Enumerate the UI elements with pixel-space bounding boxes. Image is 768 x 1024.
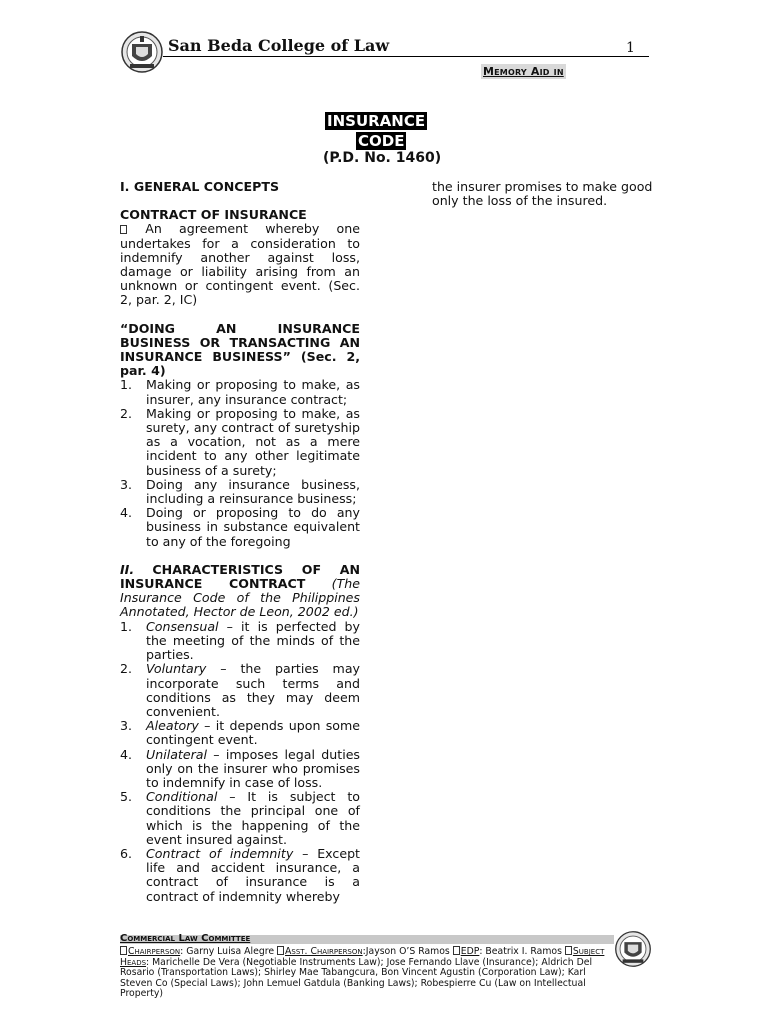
title-line-1: INSURANCE xyxy=(327,112,426,130)
list-item: 2. Voluntary – the parties may incorporate such terms and conditions as they may deem convenient. xyxy=(120,661,360,719)
title-subtitle: (P.D. No. 1460) xyxy=(323,150,442,166)
footer-committee: Commercial Law Committee xyxy=(120,933,251,944)
list-item: 4. Unilateral – imposes legal duties only on the insurer who promises to indemnify in case of loss. xyxy=(120,746,360,790)
list-item: 2. Making or proposing to make, as surety, any contract of suretyship as a vocation, not as a mere incident to any other legitimate business of a surety; xyxy=(120,405,360,478)
footer-seal-icon xyxy=(614,930,652,968)
memory-aid-label: Memory Aid in xyxy=(483,65,564,78)
list-item: 4. Doing or proposing to do any business in substance equivalent to any of the foregoing xyxy=(120,505,360,549)
list-item: 5. Conditional – It is subject to conditions the principal one of which is the happening of the event insured against. xyxy=(120,789,360,847)
bullet-glyph-icon xyxy=(120,225,127,234)
bullet-glyph-icon xyxy=(565,946,572,955)
list-item: 6. Contract of indemnity – Except life and accident insurance, a contract of insurance is a contract of indemnity whereby xyxy=(120,845,360,904)
section-heading-characteristics: II. CHARACTERISTICS OF AN INSURANCE CONTRACT (The Insurance Code of the Philippines Annotated, Hector de Leon, 2002 ed.) xyxy=(120,561,360,620)
list-item: 1. Consensual – it is perfected by the meeting of the minds of the parties. xyxy=(120,618,360,663)
doing-business-list xyxy=(120,378,360,548)
footer-credits: Chairperson: Garny Luisa Alegre Asst. Chairperson:Jayson O’S Ramos EDP: Beatrix I. Ramos Subject Heads: Marichelle De Vera (Negotiable Instruments Law); Jose Fernando Llave (Insurance); Aldrich Del Rosario (Transportation Laws); Shirley Mae Tabangcura, Bon Vincent Agustin (Corporation Law); Karl Steven Co (Special Laws); John Lemuel Gatdula (Banking Laws); Robespierre Cu (Law on Intellectual Property) xyxy=(120,946,605,1000)
left-column xyxy=(120,180,360,904)
contract-definition: An agreement whereby one undertakes for a consideration to indemnify another against loss, damage or liability arising from an unknown or contingent event. (Sec. 2, par. 2, IC) xyxy=(120,221,360,308)
college-name: San Beda College of Law xyxy=(168,36,390,55)
doing-business-heading: “DOING AN INSURANCE BUSINESS OR TRANSACTING AN INSURANCE BUSINESS” (Sec. 2, par. 4) xyxy=(120,320,360,379)
list-item: 1. Making or proposing to make, as insurer, any insurance contract; xyxy=(120,377,360,407)
bullet-glyph-icon xyxy=(277,946,284,955)
title-line-2: CODE xyxy=(358,132,405,150)
list-item: 3. Doing any insurance business, including a reinsurance business; xyxy=(120,476,360,507)
list-item: 3. Aleatory – it depends upon some contingent event. xyxy=(120,718,360,748)
bullet-glyph-icon xyxy=(453,946,460,955)
bullet-glyph-icon xyxy=(120,946,127,955)
continuation-text: the insurer promises to make good only the loss of the insured. xyxy=(432,179,653,209)
right-column xyxy=(432,180,662,208)
section-heading-general-concepts: I. GENERAL CONCEPTS xyxy=(120,179,280,194)
characteristics-list xyxy=(120,620,360,904)
header-rule xyxy=(163,56,649,57)
page-number: 1 xyxy=(626,40,635,56)
contract-heading: CONTRACT OF INSURANCE xyxy=(120,207,307,223)
college-seal-icon xyxy=(120,30,164,74)
